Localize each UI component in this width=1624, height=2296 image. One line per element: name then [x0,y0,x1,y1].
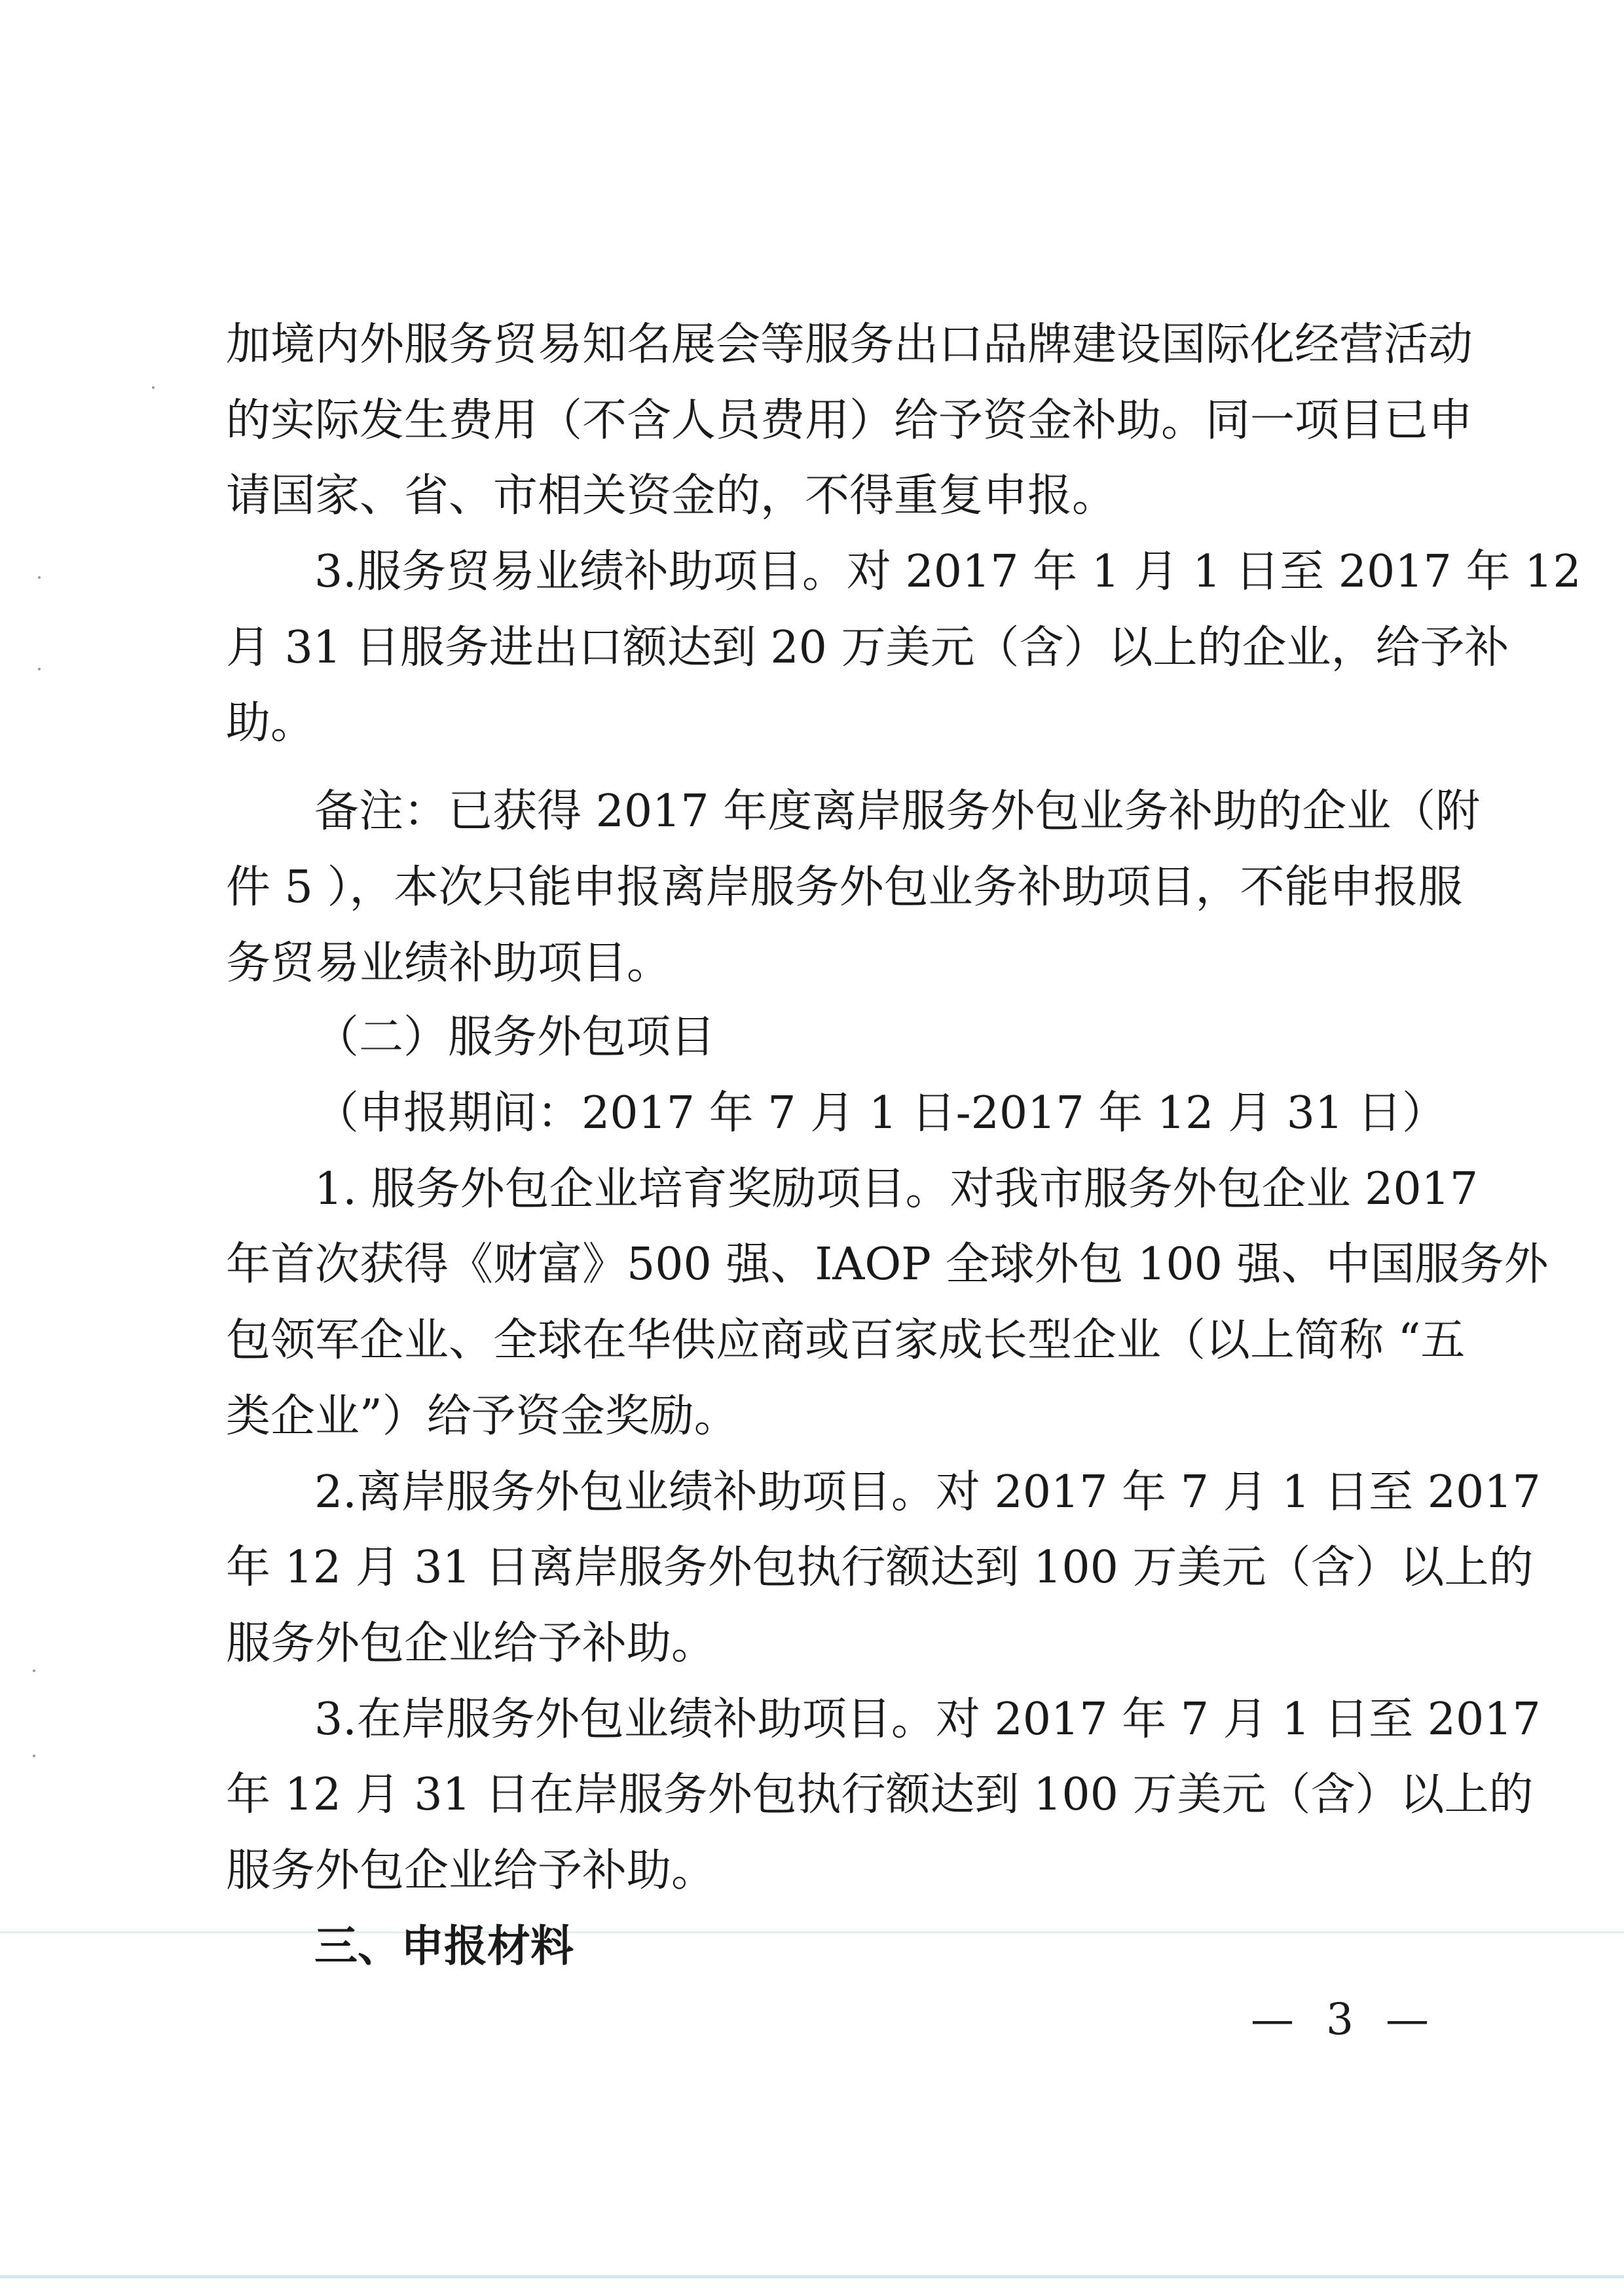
body-text-line: 3.在岸服务外包业绩补助项目。对 2017 年 7 月 1 日至 2017 [314,1694,1541,1745]
body-text-line: 助。 [226,697,316,749]
body-text-line: 年 12 月 31 日离岸服务外包执行额达到 100 万美元（含）以上的 [226,1542,1534,1594]
body-text-line: 的实际发生费用（不含人员费用）给予资金补助。同一项目已申 [226,395,1473,446]
body-text-line: 包领军企业、全球在华供应商或百家成长型企业（以上简称 “五 [226,1315,1466,1366]
body-text-line: 服务外包企业给予补助。 [226,1845,716,1897]
body-text-line: 2.离岸服务外包业绩补助项目。对 2017 年 7 月 1 日至 2017 [314,1467,1541,1518]
body-text-line: 1. 服务外包企业培育奖励项目。对我市服务外包企业 2017 [314,1163,1479,1215]
body-text-line: 务贸易业绩补助项目。 [226,938,672,989]
body-text-line: 件 5 ），本次只能申报离岸服务外包业务补助项目，不能申报服 [226,862,1463,913]
body-text-line: 请国家、省、市相关资金的，不得重复申报。 [226,470,1117,522]
page-number: — 3 — [1251,1994,1438,2045]
body-text-line: 类企业”）给予资金奖励。 [226,1391,739,1442]
subsection-heading: （二）服务外包项目 [314,1011,716,1063]
application-period: （申报期间：2017 年 7 月 1 日-2017 年 12 月 31 日） [314,1087,1447,1139]
scan-mark [38,576,41,579]
section-heading: 三、申报材料 [314,1921,574,1971]
body-text-line: 月 31 日服务进出口额达到 20 万美元（含）以上的企业，给予补 [226,622,1509,674]
body-text-line: 备注：已获得 2017 年度离岸服务外包业务补助的企业（附 [314,786,1481,837]
body-text-line: 年首次获得《财富》500 强、IAOP 全球外包 100 强、中国服务外 [226,1239,1549,1290]
scan-rule [0,2275,1624,2278]
scan-rule [0,1931,1624,1933]
body-text-line: 加境内外服务贸易知名展会等服务出口品牌建设国际化经营活动 [226,319,1473,371]
scan-mark [33,1669,35,1672]
body-text-line: 3.服务贸易业绩补助项目。对 2017 年 1 月 1 日至 2017 年 12 [314,546,1581,598]
body-text-line: 年 12 月 31 日在岸服务外包执行额达到 100 万美元（含）以上的 [226,1769,1534,1821]
scan-mark [38,668,41,670]
scan-mark [33,1755,35,1757]
body-text-line: 服务外包企业给予补助。 [226,1618,716,1669]
scan-mark [152,386,155,389]
